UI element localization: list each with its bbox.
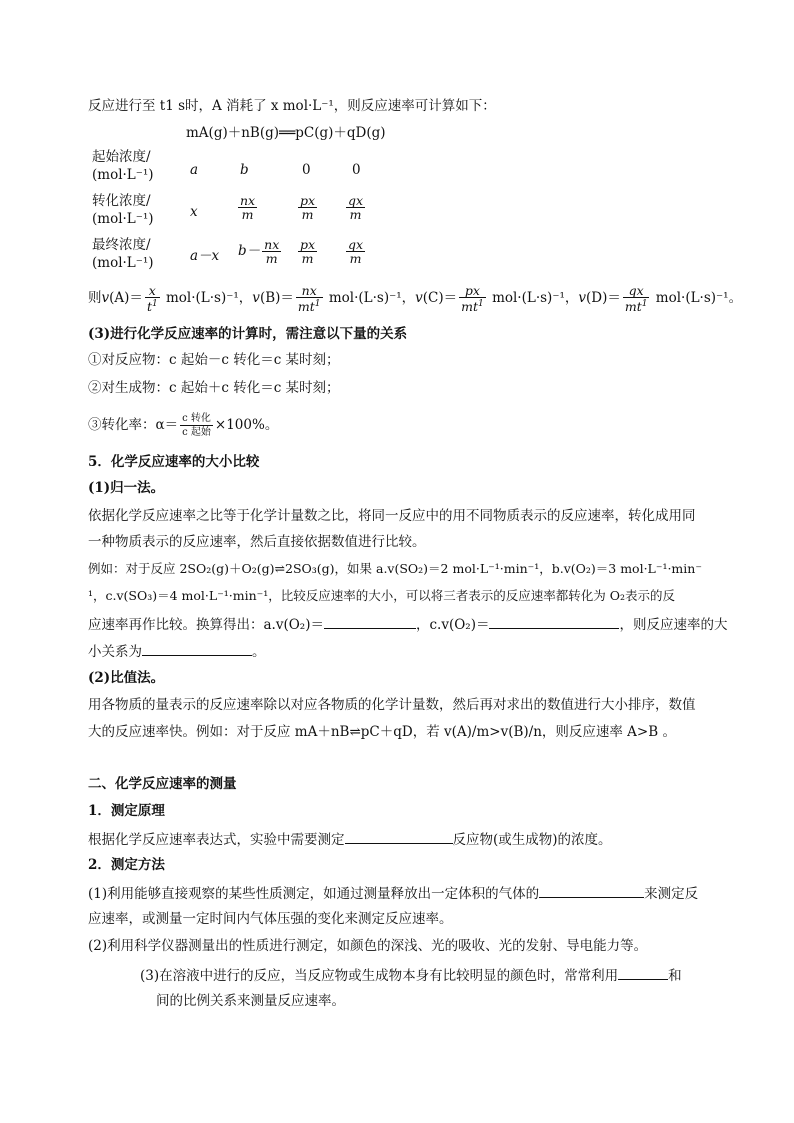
s5-2-title: (2)比值法。	[88, 670, 165, 686]
row-start-label: 起始浓度/ (mol·L⁻¹)	[92, 149, 154, 183]
m2-title: 2．测定方法	[88, 857, 165, 873]
s5-title: 5．化学反应速率的大小比较	[88, 454, 260, 470]
row-final-label: 最终浓度/ (mol·L⁻¹)	[92, 237, 154, 271]
answer-blank-a[interactable]	[324, 613, 416, 629]
m2-p1-line2: 应速率，或测量一定时间内气体压强的变化来测定反应速率。	[88, 911, 453, 927]
s3-item-1: ①对反应物：c 起始－c 转化＝c 某时刻；	[88, 352, 340, 368]
answer-blank-gas[interactable]	[539, 882, 644, 898]
s5-example-line1: 例如：对于反应 2SO₂(g)＋O₂(g)⇌2SO₃(g)，如果 a.v(SO₂)＝2 mol·L⁻¹·min⁻¹，b.v(O₂)＝3 mol·L⁻¹·min⁻	[88, 561, 702, 576]
s5-example-line3: 应速率再作比较。换算得出：a.v(O₂)＝ ，c.v(O₂)＝ ，则反应速率的大	[88, 613, 727, 635]
m2-p2: (2)利用科学仪器测量出的性质进行测定，如颜色的深浅、光的吸收、光的发射、导电能力等。	[88, 938, 648, 954]
s5-1-para-line2: 一种物质表示的反应速率，然后直接依据数值进行比较。	[88, 534, 426, 550]
s5-example-line2: ¹，c.v(SO₃)＝4 mol·L⁻¹·min⁻¹，比较反应速率的大小，可以将三者表示的反应速率都转化为 O₂表示的反	[88, 588, 676, 603]
m1-title: 1．测定原理	[88, 803, 165, 819]
s5-1-title: (1)归一法。	[88, 480, 165, 496]
s5-1-para-line1: 依据化学反应速率之比等于化学计量数之比，将同一反应中的用不同物质表示的反应速率，转化成用同	[88, 508, 696, 524]
s5-2-para-line2: 大的反应速率快。例如：对于反应 mA＋nB⇌pC＋qD，若 v(A)/m>v(B)/n，则反应速率 A>B 。	[88, 724, 676, 740]
s3-item-2: ②对生成物：c 起始＋c 转化＝c 某时刻；	[88, 380, 340, 396]
s5-example-line4: 小关系为 。	[88, 640, 266, 662]
m2-p3-line1: (3)在溶液中进行的反应，当反应物或生成物本身有比较明显的颜色时，常常利用 和	[140, 964, 682, 986]
reaction-equation: mA(g)＋nB(g)══pC(g)＋qD(g)	[186, 125, 386, 141]
s3-title: (3)进行化学反应速率的计算时，需注意以下量的关系	[88, 326, 408, 342]
answer-blank-principle[interactable]	[345, 828, 453, 844]
answer-blank-order[interactable]	[142, 640, 252, 656]
m2-p3-line2: 间的比例关系来测量反应速率。	[156, 993, 345, 1009]
m2-p1-line1: (1)利用能够直接观察的某些性质测定，如通过测量释放出一定体积的气体的 来测定反	[88, 882, 698, 904]
answer-blank-color[interactable]	[618, 964, 668, 980]
intro-text: 反应进行至 t1 s时，A 消耗了 x mol·L⁻¹，则反应速率可计算如下：	[88, 98, 496, 114]
rate-formulas: 则v(A)＝ $\frac{x}{t^1}$ mol·(L·s)⁻¹，v(B)＝ $\frac{nx}{mt^1}$ mol·(L·s)⁻¹，v(C)＝ $\frac{px}{mt^1}$ mol·(L·s)⁻¹，v(D)＝ $\frac{qx}{mt^1}$ mol·(L·s)⁻¹。	[88, 283, 743, 315]
answer-blank-c[interactable]	[489, 613, 619, 629]
s5-2-para-line1: 用各物质的量表示的反应速率除以对应各物质的化学计量数，然后再对求出的数值进行大小排序，数值	[88, 697, 696, 713]
section2-title: 二、化学反应速率的测量	[88, 776, 237, 792]
s3-item-3: ③转化率：α＝ $\frac{\text{c 转化}}{\text{c 起始}}$ ×100%。	[88, 413, 279, 438]
row-change-label: 转化浓度/ (mol·L⁻¹)	[92, 193, 154, 227]
m1-para: 根据化学反应速率表达式，实验中需要测定 反应物(或生成物)的浓度。	[88, 828, 612, 850]
